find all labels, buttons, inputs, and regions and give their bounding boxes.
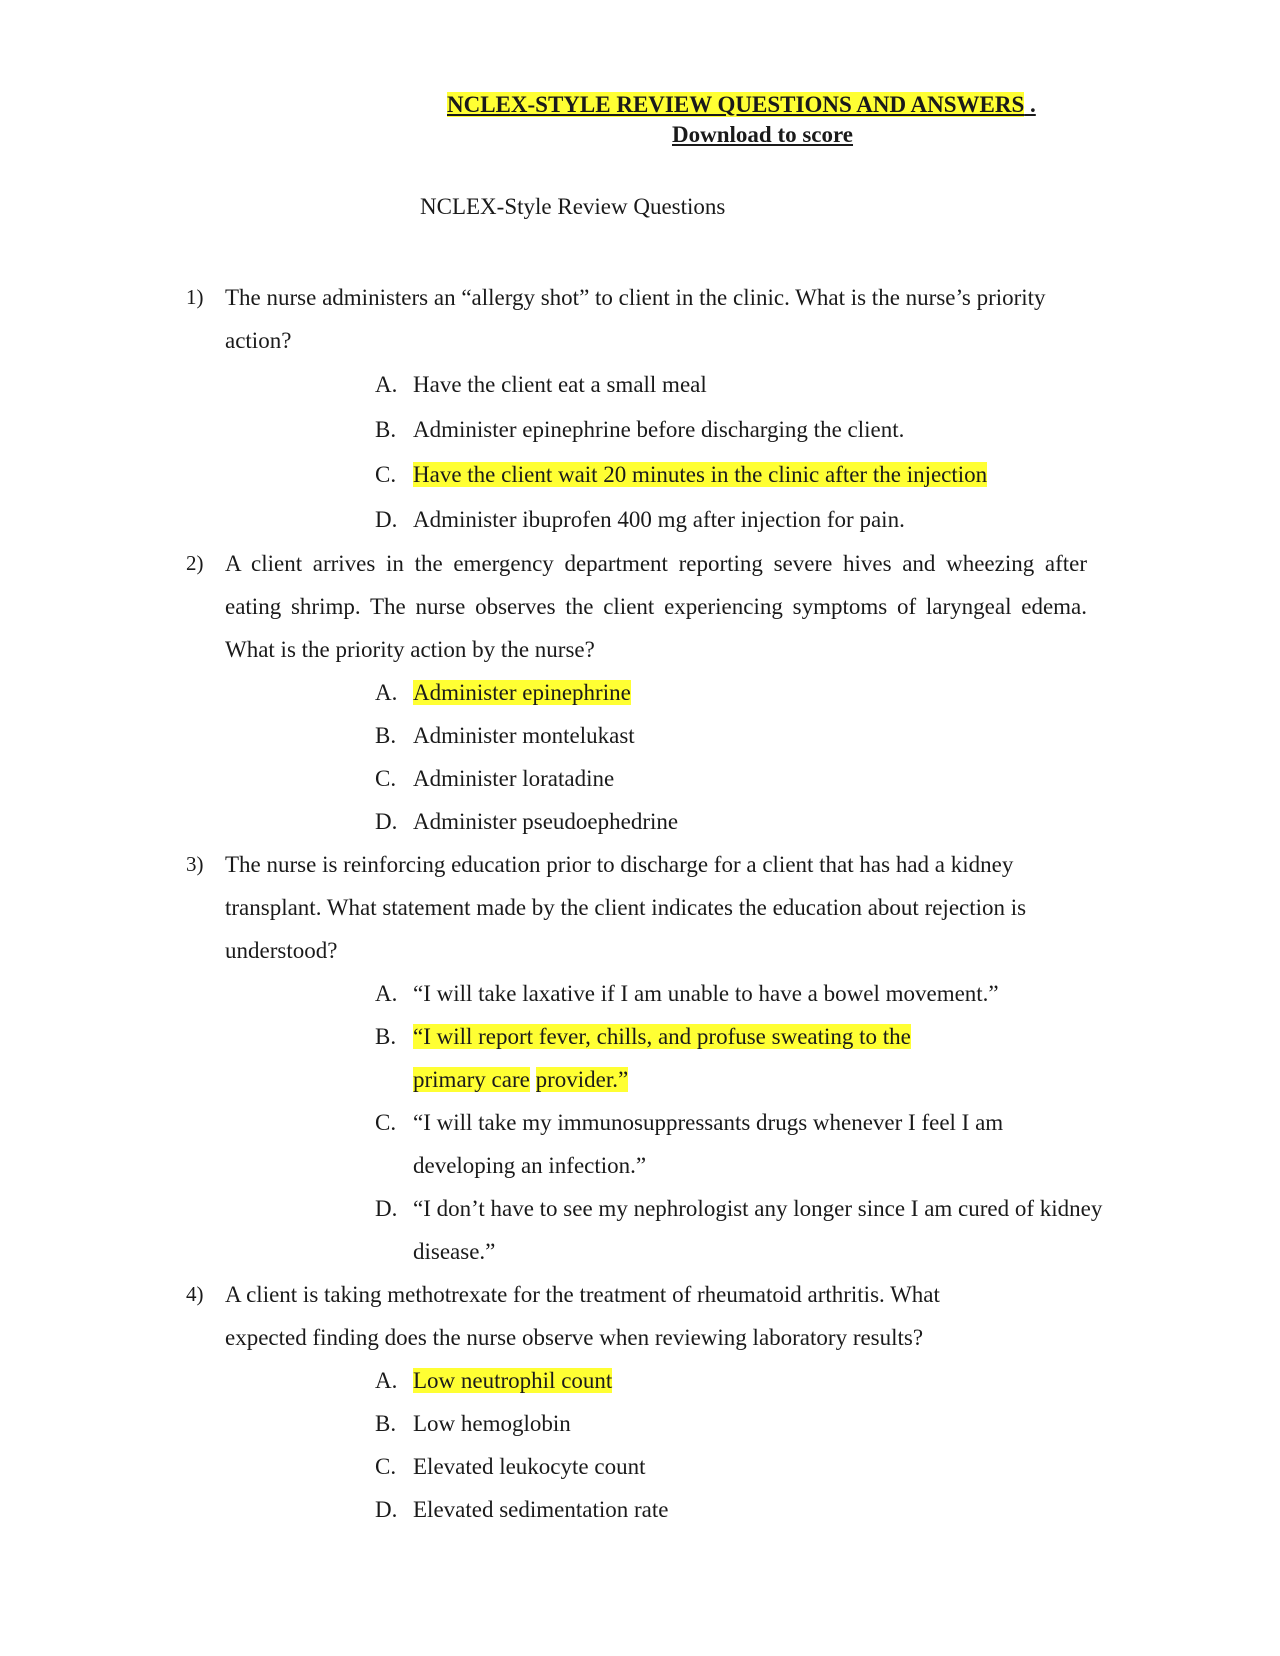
option-text-highlighted: Have the client wait 20 minutes in the clinic after the injection xyxy=(413,462,988,487)
option-c-correct xyxy=(375,452,1155,497)
option-list xyxy=(225,362,1155,542)
option-d xyxy=(375,1187,1113,1273)
option-text: “I will take my immunosuppressants drugs whenever I feel I am developing an infection.” xyxy=(413,1110,1004,1178)
question-list xyxy=(186,276,1116,1531)
option-text-highlighted: Administer epinephrine xyxy=(413,680,631,705)
option-letter: D. xyxy=(375,1196,398,1221)
option-text-highlighted: Low neutrophil count xyxy=(413,1368,613,1393)
question-1 xyxy=(186,276,1155,542)
option-list xyxy=(225,671,1116,843)
question-2 xyxy=(186,542,1116,843)
option-a xyxy=(375,972,1116,1015)
option-text: Administer loratadine xyxy=(413,766,615,791)
option-letter: C. xyxy=(375,766,397,791)
option-letter: A. xyxy=(375,680,398,705)
option-text: Administer pseudoephedrine xyxy=(413,809,679,834)
question-stem: A client arrives in the emergency department reporting severe hives and wheezing after eating shrimp. The nurse observes the client experiencing symptoms of laryngeal edema. What is the priority action by the nurse? xyxy=(225,551,1087,662)
option-letter: D. xyxy=(375,1497,398,1522)
option-letter: A. xyxy=(375,981,398,1006)
question-stem: A client is taking methotrexate for the treatment of rheumatoid arthritis. What expected finding does the nurse observe when reviewing laboratory results? xyxy=(225,1282,940,1350)
question-number: 2) xyxy=(186,551,204,575)
option-letter: C. xyxy=(375,1454,397,1479)
question-stem: The nurse is reinforcing education prior to discharge for a client that has had a kidney transplant. What statement made by the client indicates the education about rejection is understood? xyxy=(225,852,1027,963)
question-stem: The nurse administers an “allergy shot” to client in the clinic. What is the nurse’s priority action? xyxy=(225,285,1046,353)
option-letter: D. xyxy=(375,507,398,532)
option-letter: A. xyxy=(375,1368,398,1393)
option-letter: B. xyxy=(375,1024,397,1049)
option-text: Administer ibuprofen 400 mg after injection for pain. xyxy=(413,507,905,532)
question-number: 4) xyxy=(186,1282,204,1306)
option-text: “I will take laxative if I am unable to have a bowel movement.” xyxy=(413,981,999,1006)
option-text: Low hemoglobin xyxy=(413,1411,571,1436)
section-heading: NCLEX-Style Review Questions xyxy=(420,194,726,219)
option-c xyxy=(375,757,1116,800)
option-text: Administer montelukast xyxy=(413,723,635,748)
question-3 xyxy=(186,843,1116,1273)
option-letter: B. xyxy=(375,1411,397,1436)
option-a-correct xyxy=(375,671,1116,714)
document-title-suffix: . xyxy=(1024,92,1036,117)
option-list xyxy=(225,972,1116,1273)
option-b xyxy=(375,714,1116,757)
document-title-text: NCLEX-STYLE REVIEW QUESTIONS AND ANSWERS xyxy=(447,92,1025,117)
option-c xyxy=(375,1445,1116,1488)
option-d xyxy=(375,800,1116,843)
option-text-highlighted: provider.” xyxy=(535,1067,629,1092)
option-text: Administer epinephrine before discharging the client. xyxy=(413,417,905,442)
option-text-highlighted: primary care xyxy=(413,1067,530,1092)
option-text: Elevated sedimentation rate xyxy=(413,1497,669,1522)
option-letter: B. xyxy=(375,723,397,748)
option-text-highlighted: “I will report fever, chills, and profuse sweating to the xyxy=(413,1024,911,1049)
option-b xyxy=(375,1402,1116,1445)
option-d xyxy=(375,1488,1116,1531)
option-text: “I don’t have to see my nephrologist any longer since I am cured of kidney disease.” xyxy=(413,1196,1103,1264)
option-text: Elevated leukocyte count xyxy=(413,1454,646,1479)
option-letter: A. xyxy=(375,372,398,397)
option-letter: D. xyxy=(375,809,398,834)
option-list xyxy=(225,1359,1116,1531)
option-letter: C. xyxy=(375,462,397,487)
option-letter: C. xyxy=(375,1110,397,1135)
option-c xyxy=(375,1101,1073,1187)
question-number: 1) xyxy=(186,285,204,309)
question-number: 3) xyxy=(186,852,204,876)
option-b-correct xyxy=(375,1015,1116,1101)
document-title xyxy=(447,90,1036,120)
option-text: Have the client eat a small meal xyxy=(413,372,707,397)
option-d xyxy=(375,497,1155,542)
option-b xyxy=(375,407,1155,452)
download-to-score-link[interactable]: Download to score xyxy=(672,122,854,147)
option-letter: B. xyxy=(375,417,397,442)
question-4 xyxy=(186,1273,1116,1531)
option-a-correct xyxy=(375,1359,1116,1402)
option-a xyxy=(375,362,1155,407)
